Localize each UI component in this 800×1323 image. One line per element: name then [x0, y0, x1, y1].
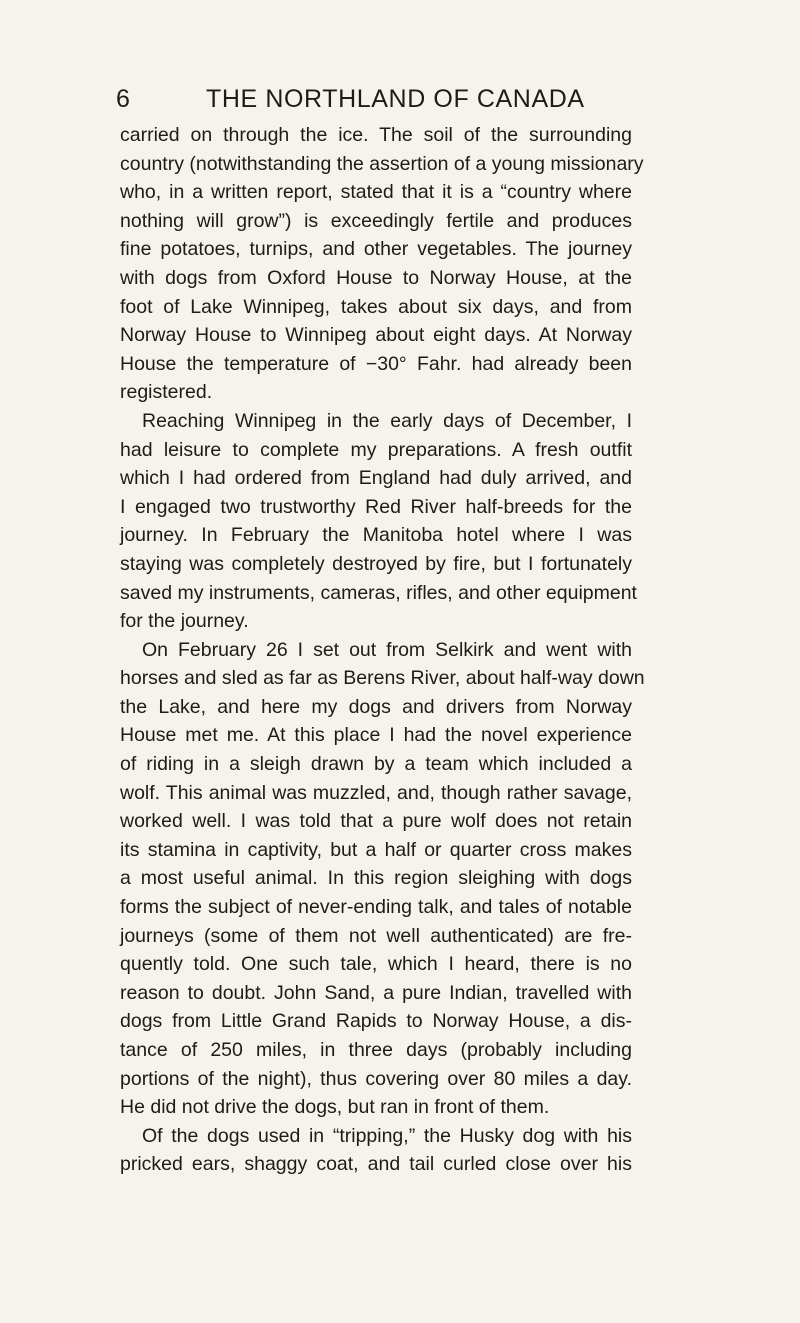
text-line: carried on through the ice. The soil of the surrounding — [120, 124, 632, 146]
text-line: dogs from Little Grand Rapids to Norway House, a dis- — [120, 1010, 632, 1033]
paragraph — [120, 121, 644, 407]
text-line: On February 26 I set out from Selkirk and went with — [142, 638, 632, 661]
text-line: House the temperature of −30° Fahr. had already been — [120, 352, 632, 375]
text-line: worked well. I was told that a pure wolf does not retain — [120, 810, 632, 833]
text-line: forms the subject of never-ending talk, and tales of notable — [120, 896, 632, 919]
text-line: registered. — [120, 381, 213, 404]
text-line: fine potatoes, turnips, and other vegetables. The journey — [120, 238, 632, 261]
text-line: which I had ordered from England had duly arrived, and — [120, 467, 632, 490]
text-line: of riding in a sleigh drawn by a team which included a — [120, 753, 632, 776]
text-line: country (notwithstanding the assertion of a young missionary — [120, 152, 644, 175]
text-line: Of the dogs used in “tripping,” the Husky dog with his — [142, 1124, 632, 1147]
text-line: reason to doubt. John Sand, a pure Indian, travelled with — [120, 981, 632, 1004]
page-number: 6 — [116, 85, 131, 113]
text-line: its stamina in captivity, but a half or quarter cross makes — [120, 838, 632, 861]
text-line: who, in a written report, stated that it is a “country where — [120, 181, 632, 204]
text-line: the Lake, and here my dogs and drivers from Norway — [120, 695, 632, 718]
text-line: horses and sled as far as Berens River, about half-way down — [120, 667, 645, 690]
text-line: Norway House to Winnipeg about eight days. At Norway — [120, 324, 632, 347]
text-line: had leisure to complete my preparations. A fresh outfit — [120, 438, 632, 461]
text-line: a most useful animal. In this region sleighing with dogs — [120, 867, 632, 890]
text-line: with dogs from Oxford House to Norway House, at the — [120, 266, 632, 289]
text-line: foot of Lake Winnipeg, takes about six days, and from — [120, 295, 632, 318]
paragraph — [120, 1122, 632, 1179]
text-line: He did not drive the dogs, but ran in front of them. — [120, 1096, 550, 1119]
text-line: portions of the night), thus covering over 80 miles a day. — [120, 1067, 632, 1090]
running-title: THE NORTHLAND OF CANADA — [206, 85, 585, 113]
text-line: pricked ears, shaggy coat, and tail curled close over his — [120, 1153, 632, 1176]
running-head — [116, 82, 630, 116]
text-line: staying was completely destroyed by fire, but I fortunately — [120, 552, 632, 575]
text-line: for the journey. — [120, 610, 249, 633]
text-line: I engaged two trustworthy Red River half-breeds for the — [120, 495, 632, 518]
text-line: quently told. One such tale, which I heard, there is no — [120, 953, 632, 976]
text-line: tance of 250 miles, in three days (probably including — [120, 1039, 632, 1061]
text-line: saved my instruments, cameras, rifles, and other equipment — [120, 581, 637, 604]
text-line: journey. In February the Manitoba hotel where I was — [120, 524, 632, 547]
text-line: Reaching Winnipeg in the early days of December, I — [142, 409, 632, 432]
body-text — [120, 121, 645, 1179]
text-line: journeys (some of them not well authenticated) are fre- — [120, 924, 632, 947]
paragraph — [120, 636, 645, 1122]
text-line: House met me. At this place I had the novel experience — [120, 724, 632, 747]
text-line: nothing will grow”) is exceedingly fertile and produces — [120, 209, 632, 232]
text-line: wolf. This animal was muzzled, and, though rather savage, — [120, 781, 632, 804]
paragraph — [120, 407, 637, 636]
